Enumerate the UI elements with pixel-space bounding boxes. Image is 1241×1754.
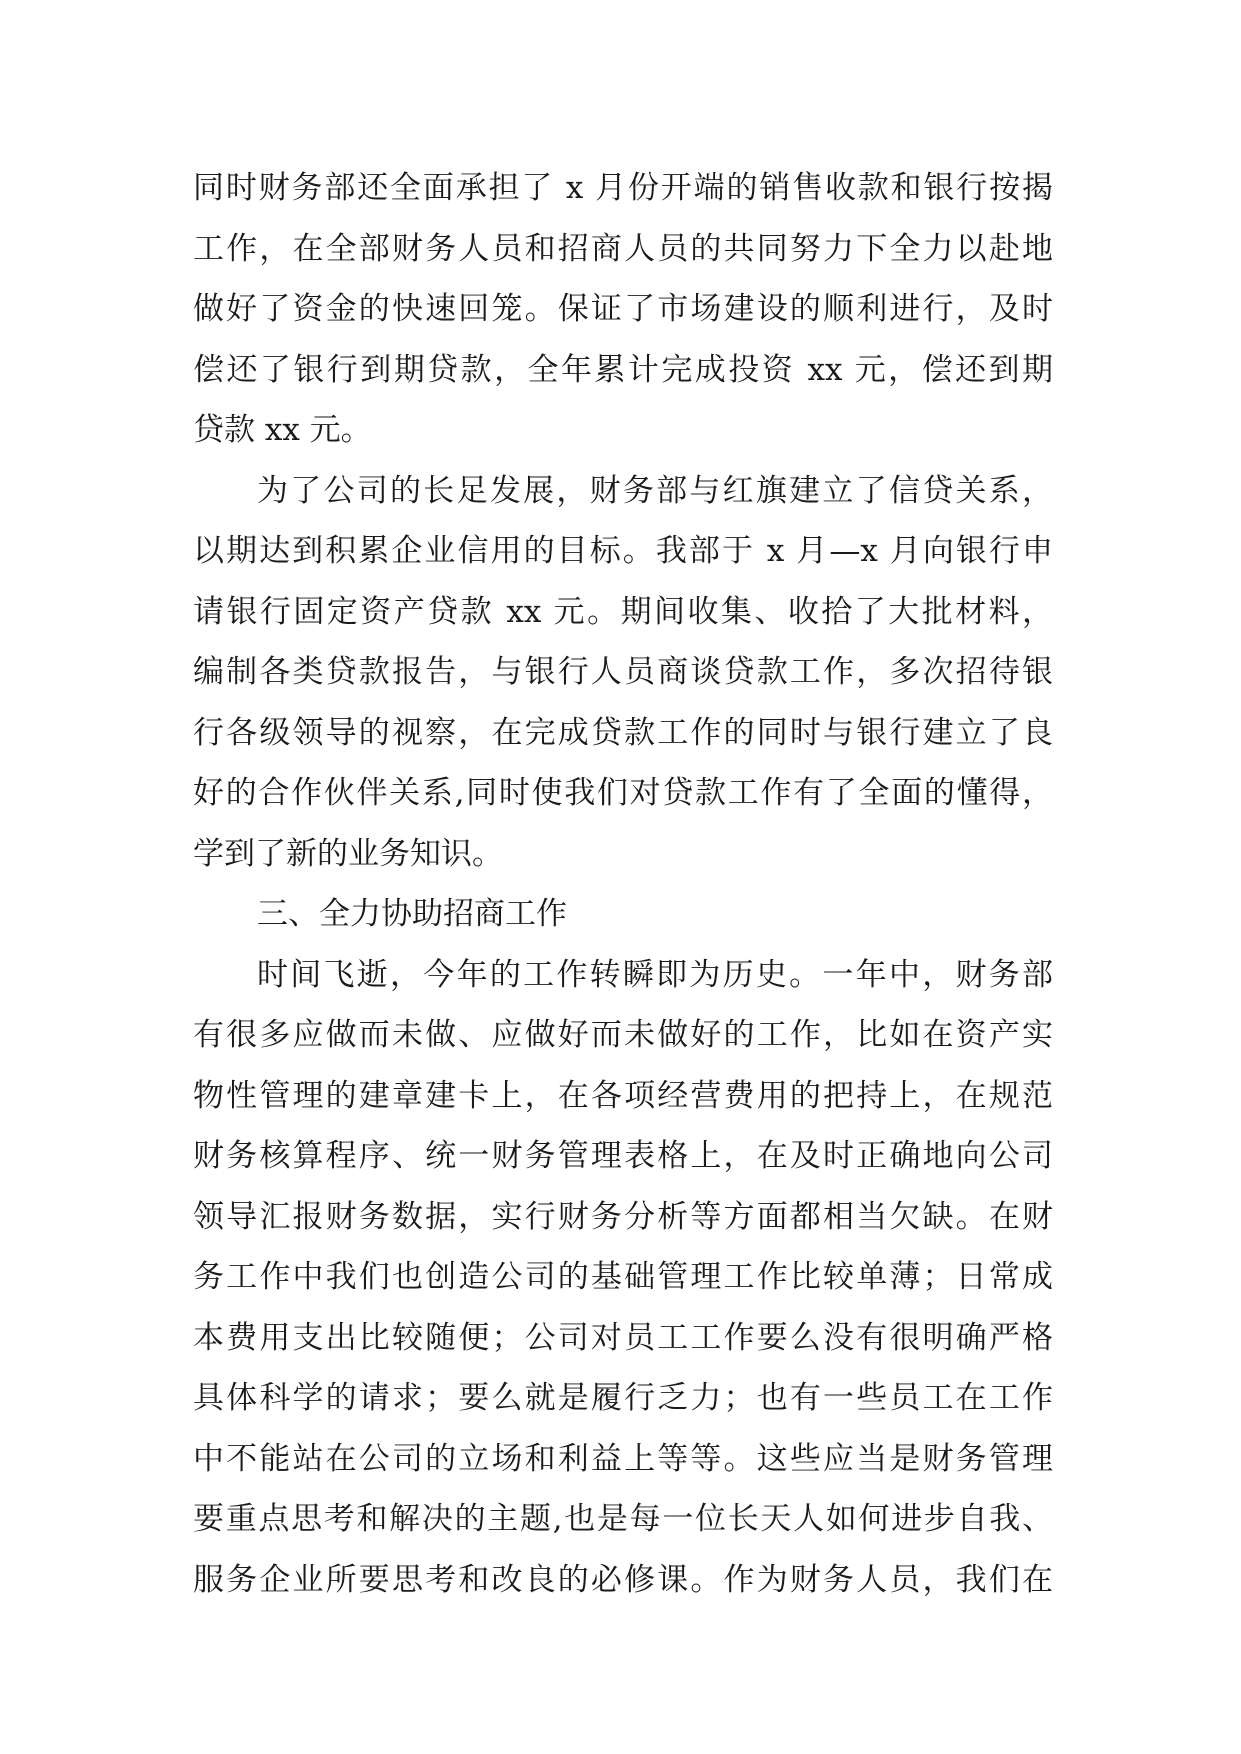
text-line: 同时财务部还全面承担了 x 月份开端的销售收款和银行按揭 [193, 170, 1053, 206]
text-line: 为了公司的长足发展，财务部与红旗建立了信贷关系， [257, 472, 1053, 509]
text-line: 要重点思考和解决的主题,也是每一位长天人如何进步自我、 [193, 1501, 1053, 1537]
text-line: 好的合作伙伴关系,同时使我们对贷款工作有了全面的懂得， [193, 775, 1053, 811]
text-line: 学到了新的业务知识。 [193, 835, 503, 872]
text-line: 服务企业所要思考和改良的必修课。作为财务人员，我们在 [193, 1561, 1053, 1598]
text-line: 请银行固定资产贷款 xx 元。期间收集、收拾了大批材料， [193, 593, 1053, 630]
text-line: 做好了资金的快速回笼。保证了市场建设的顺利进行，及时 [193, 291, 1053, 327]
text-line: 物性管理的建章建卡上，在各项经营费用的把持上，在规范 [193, 1077, 1053, 1114]
text-line: 中不能站在公司的立场和利益上等等。这些应当是财务管理 [193, 1440, 1053, 1477]
text-line: 工作，在全部财务人员和招商人员的共同努力下全力以赴地 [193, 230, 1053, 267]
text-line: 以期达到积累企业信用的目标。我部于 x 月—x 月向银行申 [193, 533, 1053, 569]
text-line: 三、全力协助招商工作 [257, 896, 567, 932]
text-line: 具体科学的请求；要么就是履行乏力；也有一些员工在工作 [193, 1380, 1053, 1416]
text-line: 贷款 xx 元。 [193, 412, 372, 448]
text-line: 本费用支出比较随便；公司对员工工作要么没有很明确严格 [193, 1319, 1053, 1356]
text-line: 时间飞逝，今年的工作转瞬即为历史。一年中，财务部 [257, 956, 1053, 993]
text-line: 务工作中我们也创造公司的基础管理工作比较单薄；日常成 [193, 1259, 1053, 1295]
document-body [193, 158, 1053, 1610]
text-line: 编制各类贷款报告，与银行人员商谈贷款工作，多次招待银 [193, 654, 1053, 690]
text-line: 领导汇报财务数据，实行财务分析等方面都相当欠缺。在财 [193, 1198, 1053, 1235]
text-line: 偿还了银行到期贷款，全年累计完成投资 xx 元，偿还到期 [193, 351, 1053, 388]
text-line: 有很多应做而未做、应做好而未做好的工作，比如在资产实 [193, 1017, 1053, 1053]
text-line: 财务核算程序、统一财务管理表格上，在及时正确地向公司 [193, 1138, 1053, 1174]
text-line: 行各级领导的视察，在完成贷款工作的同时与银行建立了良 [193, 714, 1053, 751]
